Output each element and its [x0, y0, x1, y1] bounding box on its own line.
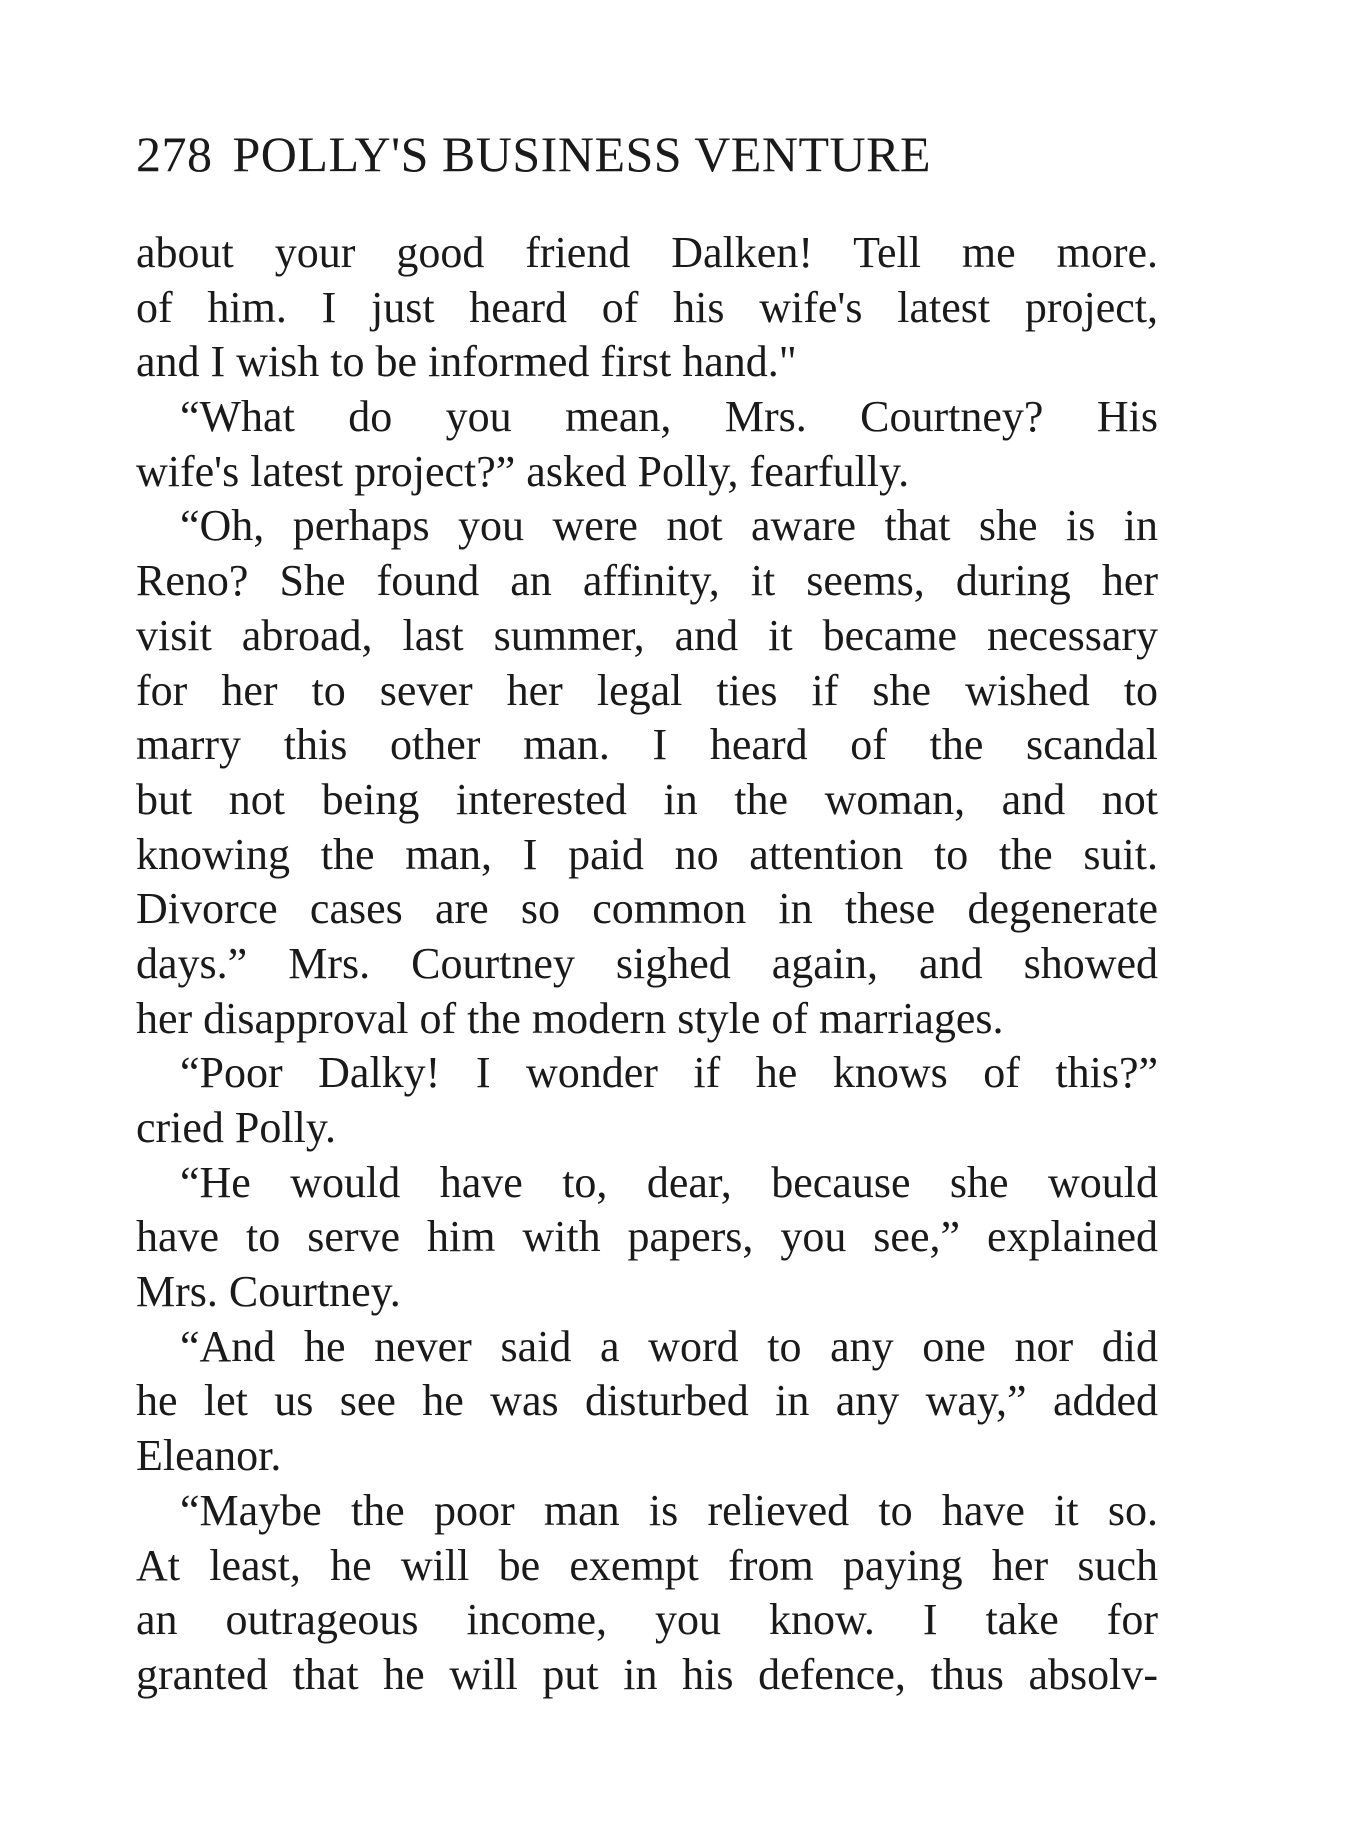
- running-head: [136, 124, 1176, 184]
- text-line: have to serve him with papers, you see,” explained: [136, 1212, 1158, 1262]
- text-line: At least, he will be exempt from paying her such: [136, 1540, 1158, 1590]
- text-line: marry this other man. I heard of the scandal: [136, 720, 1158, 770]
- text-line: of him. I just heard of his wife's latest project,: [136, 282, 1158, 332]
- text-line: wife's latest project?” asked Polly, fearfully.: [136, 446, 910, 496]
- text-line: her disapproval of the modern style of marriages.: [136, 993, 1004, 1043]
- page-number: 278: [136, 126, 213, 182]
- text-line: visit abroad, last summer, and it became necessary: [136, 610, 1158, 660]
- text-line: Reno? She found an affinity, it seems, during her: [136, 556, 1158, 606]
- text-line: Eleanor.: [136, 1431, 282, 1481]
- text-line: Divorce cases are so common in these degenerate: [136, 884, 1158, 934]
- text-line: cried Polly.: [136, 1103, 336, 1152]
- text-line: he let us see he was disturbed in any way,” added: [136, 1376, 1158, 1426]
- text-line: an outrageous income, you know. I take for: [136, 1595, 1158, 1645]
- text-line: “And he never said a word to any one nor did: [180, 1321, 1158, 1371]
- text-line: for her to sever her legal ties if she wished to: [136, 665, 1158, 715]
- text-line: “What do you mean, Mrs. Courtney? His: [180, 392, 1158, 442]
- text-line: and I wish to be informed first hand.": [136, 337, 797, 387]
- running-title: POLLY'S BUSINESS VENTURE: [232, 126, 931, 182]
- text-line: “Maybe the poor man is relieved to have it so.: [180, 1485, 1158, 1535]
- text-line: Mrs. Courtney.: [136, 1267, 401, 1317]
- text-line: days.” Mrs. Courtney sighed again, and showed: [136, 938, 1158, 988]
- body-text: [136, 226, 1158, 1703]
- text-line: granted that he will put in his defence, thus absolv-: [136, 1649, 1158, 1699]
- text-line: “He would have to, dear, because she would: [180, 1157, 1158, 1207]
- text-line: about your good friend Dalken! Tell me more.: [136, 228, 1158, 277]
- text-line: “Oh, perhaps you were not aware that she is in: [180, 501, 1158, 551]
- text-line: “Poor Dalky! I wonder if he knows of this?”: [180, 1048, 1158, 1098]
- text-line: knowing the man, I paid no attention to the suit.: [136, 829, 1158, 879]
- text-line: but not being interested in the woman, and not: [136, 774, 1158, 824]
